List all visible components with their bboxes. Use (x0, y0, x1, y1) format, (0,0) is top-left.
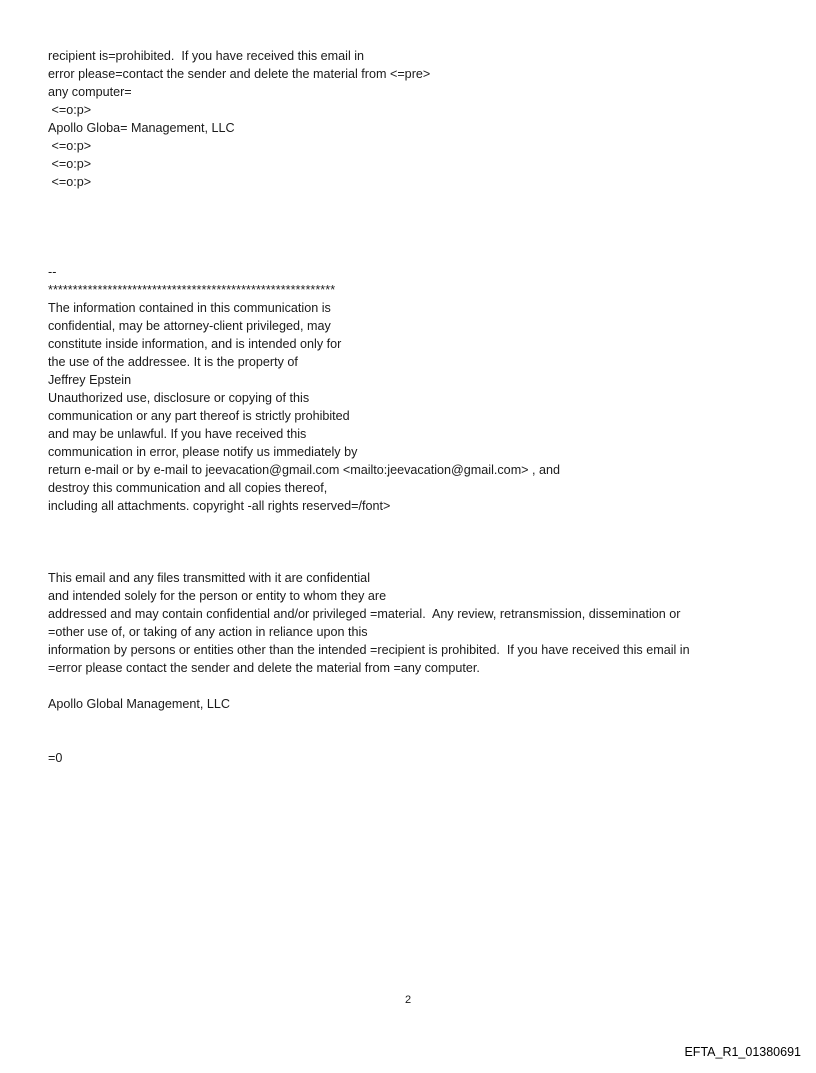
text-line: and may be unlawful. If you have received this (48, 427, 307, 441)
asterisk-divider: ********************************************************** (48, 283, 336, 297)
text-line: error please=contact the sender and delete the material from <=pre> (48, 67, 431, 81)
text-line: Apollo Globa= Management, LLC (48, 121, 235, 135)
text-line: and intended solely for the person or entity to whom they are (48, 589, 387, 603)
text-line: recipient is=prohibited. If you have received this email in (48, 49, 365, 63)
text-line: <=o:p> (48, 139, 92, 153)
text-line: information by persons or entities other than the intended =recipient is prohibited. If you have received this email in (48, 643, 690, 657)
text-line: This email and any files transmitted with it are confidential (48, 571, 370, 585)
text-line: =error please contact the sender and delete the material from =any computer. (48, 661, 480, 675)
text-line: Jeffrey Epstein (48, 373, 132, 387)
spacer (48, 713, 788, 749)
signature-separator: -- (48, 265, 57, 279)
text-line: The information contained in this communication is (48, 301, 331, 315)
page-number: 2 (404, 994, 412, 1006)
spacer (48, 191, 788, 263)
text-line: any computer= (48, 85, 132, 99)
text-line: Unauthorized use, disclosure or copying of this (48, 391, 310, 405)
text-line: <=o:p> (48, 157, 92, 171)
email-body (48, 47, 788, 767)
company-name: Apollo Global Management, LLC (48, 697, 231, 711)
document-id: EFTA_R1_01380691 (684, 1045, 801, 1059)
spacer (48, 677, 788, 695)
text-line: addressed and may contain confidential and/or privileged =material. Any review, retransmission, dissemination or (48, 607, 681, 621)
text-line: confidential, may be attorney-client privileged, may (48, 319, 331, 333)
text-line: including all attachments. copyright -all rights reserved=/font> (48, 499, 391, 513)
text-line: communication or any part thereof is strictly prohibited (48, 409, 350, 423)
text-line: communication in error, please notify us immediately by (48, 445, 358, 459)
apollo-disclaimer (48, 569, 788, 677)
text-line: <=o:p> (48, 175, 92, 189)
text-line: =other use of, or taking of any action in reliance upon this (48, 625, 368, 639)
text-line: the use of the addressee. It is the property of (48, 355, 298, 369)
text-line: constitute inside information, and is intended only for (48, 337, 342, 351)
text-line: <=o:p> (48, 103, 92, 117)
text-line: destroy this communication and all copies thereof, (48, 481, 328, 495)
confidentiality-notice (48, 299, 788, 515)
spacer (48, 515, 788, 569)
quoted-disclaimer-block (48, 47, 788, 191)
text-line: return e-mail or by e-mail to jeevacation@gmail.com <mailto:jeevacation@gmail.com> , and (48, 463, 561, 477)
trailer-text: =0 (48, 751, 63, 765)
